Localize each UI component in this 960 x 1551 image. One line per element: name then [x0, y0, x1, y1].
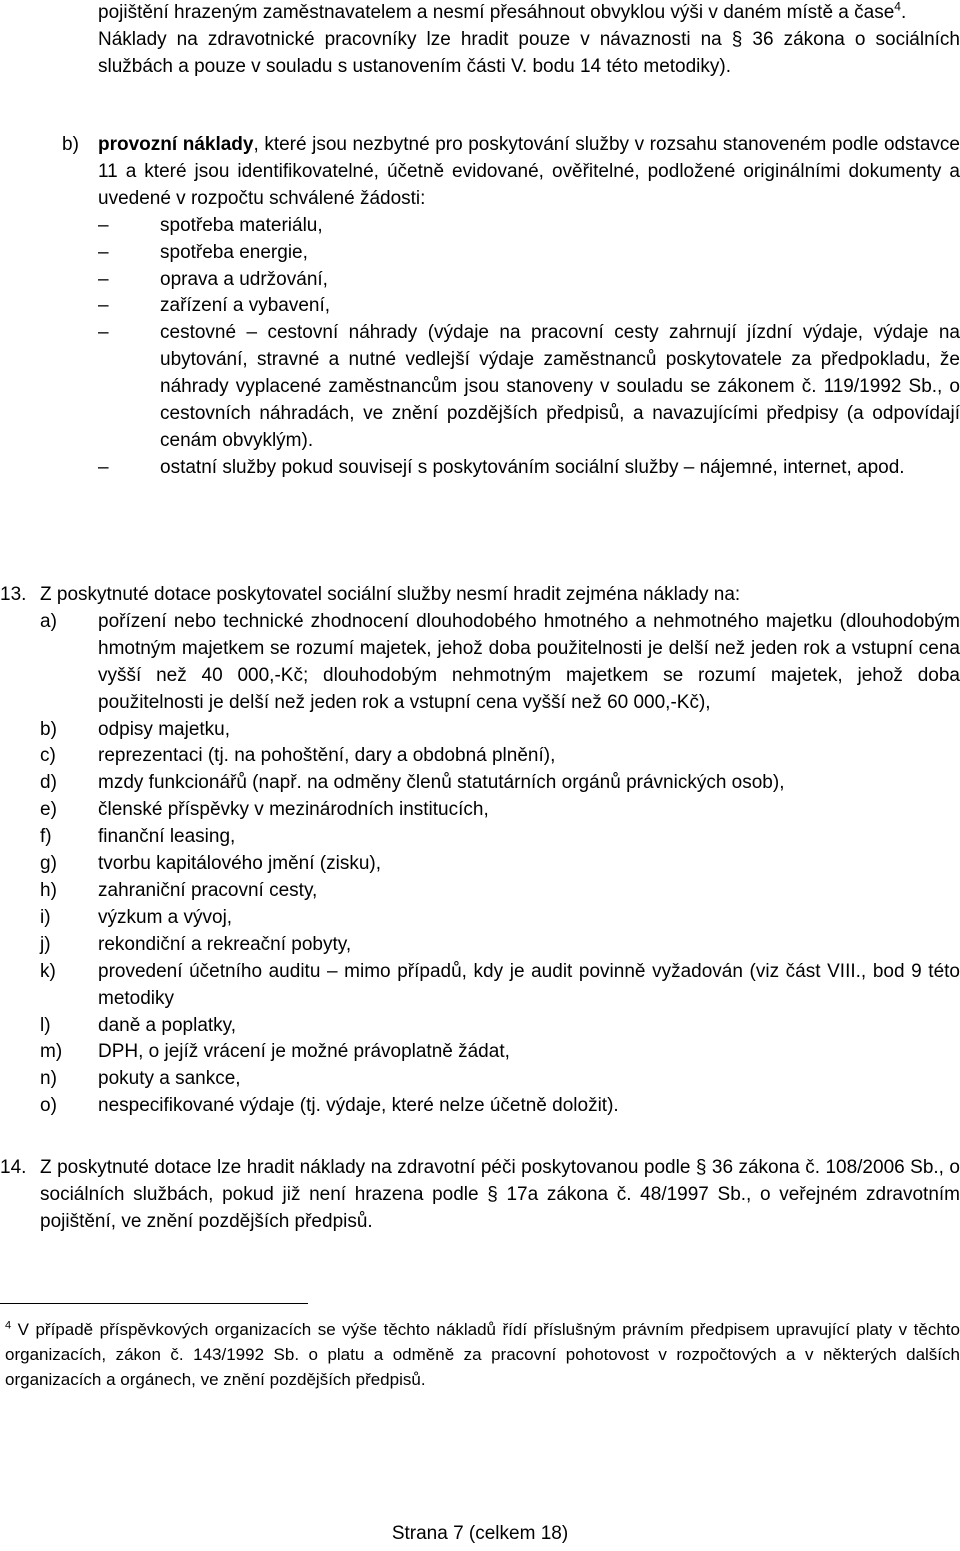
dash-bullet: – [98, 295, 109, 317]
section-13-number: 13. [0, 584, 27, 605]
section-14-healthcare [0, 1155, 960, 1236]
list-item: j) rekondiční a rekreační pobyty, [40, 932, 960, 959]
section-14-number: 14. [0, 1157, 27, 1178]
list-item: – spotřeba materiálu, [98, 213, 960, 240]
item-label: e) [40, 799, 57, 821]
top-line-2: Náklady na zdravotnické pracovníky lze hradit pouze v návaznosti na § 36 zákona o sociálních službách a pouze v souladu s ustanovením části V. bodu 14 této metodiky). [98, 28, 960, 77]
item-label: o) [40, 1095, 57, 1117]
list-item: l) daně a poplatky, [40, 1013, 960, 1040]
list-item: d) mzdy funkcionářů (např. na odměny členů statutárních orgánů právnických osob), [40, 770, 960, 797]
item-label: a) [40, 610, 57, 632]
section-14-text: Z poskytnuté dotace lze hradit náklady na zdravotní péči poskytovanou podle § 36 zákona č. 108/2006 Sb., o sociálních službách, pokud již není hrazena podle § 17a zákona č. 48/1997 Sb., o veřejném zdravotním pojištění, ve znění pozdějších předpisů. [40, 1157, 960, 1232]
section-b-heading [62, 132, 960, 213]
item-label: i) [40, 906, 51, 928]
section-b-text: provozní náklady, které jsou nezbytné pro poskytování služby v rozsahu stanoveném podle odstavce 11 a které jsou identifikovatelné, účetně evidované, ověřitelné, podložené originálními dokumenty a uvedené v rozpočtu schválené žádosti: [98, 134, 960, 209]
list-item: – oprava a udržování, [98, 267, 960, 294]
top-line-1: pojištění hrazeným zaměstnavatelem a nesmí přesáhnout obvyklou výši v daném místě a čase$^4$. [98, 0, 907, 23]
section-b-bold: provozní náklady [98, 134, 254, 155]
list-item: g) tvorbu kapitálového jmění (zisku), [40, 851, 960, 878]
list-item: – cestovné – cestovní náhrady (výdaje na pracovní cesty zahrnují jízdní výdaje, výdaje na ubytování, stravné a nutné vedlejší výdaje zaměstnanců poskytovatele za předpokladu, že náhrady vyplacené zaměstnancům jsou stanoveny v souladu se zákonem č. 119/1992 Sb., o cestovních náhradách, ve znění pozdějších předpisů, a navazujícími předpisy (a odpovídají cenám obvyklým). [98, 320, 960, 455]
footnote-ref-4[interactable]: 4 [894, 0, 901, 14]
dash-bullet: – [98, 241, 109, 263]
section-13-list [40, 609, 960, 1120]
item-label: c) [40, 745, 56, 767]
list-item: c) reprezentaci (tj. na pohoštění, dary a obdobná plnění), [40, 743, 960, 770]
section-b-label: b) [62, 134, 79, 155]
list-item: n) pokuty a sankce, [40, 1066, 960, 1093]
footnote-separator [0, 1303, 308, 1304]
section-b-dash-list [0, 213, 960, 482]
section-13-heading [0, 582, 960, 609]
list-item: – ostatní služby pokud souvisejí s poskytováním sociální služby – nájemné, internet, apod. [98, 455, 960, 482]
item-label: d) [40, 772, 57, 794]
list-item: a) pořízení nebo technické zhodnocení dlouhodobého hmotného a nehmotného majetku (dlouhodobým hmotným majetkem se rozumí majetek, jehož doba použitelnosti je delší než jeden rok a vstupní cena vyšší než 40 000,-Kč; dlouhodobým nehmotným majetkem se rozumí majetek, jehož doba použitelnosti je delší než jeden rok a vstupní cena vyšší než 60 000,-Kč), [40, 609, 960, 717]
list-item: h) zahraniční pracovní cesty, [40, 878, 960, 905]
dash-bullet: – [98, 456, 109, 478]
dash-bullet: – [98, 322, 109, 344]
item-label: k) [40, 960, 56, 982]
item-label: b) [40, 718, 57, 740]
item-label: g) [40, 853, 57, 875]
page-number-footer: Strana 7 (celkem 18) [391, 1523, 569, 1544]
list-item: e) členské příspěvky v mezinárodních institucích, [40, 797, 960, 824]
list-item: m) DPH, o jejíž vrácení je možné právoplatně žádat, [40, 1039, 960, 1066]
footnote-mark: 4 [5, 1319, 12, 1332]
top-continuation [98, 0, 960, 81]
list-item: o) nespecifikované výdaje (tj. výdaje, které nelze účetně doložit). [40, 1093, 960, 1120]
list-item: f) finanční leasing, [40, 824, 960, 851]
item-label: h) [40, 879, 57, 901]
list-item: – zařízení a vybavení, [98, 293, 960, 320]
section-b-operating-costs [62, 132, 960, 482]
item-label: j) [40, 933, 51, 955]
dash-bullet: – [98, 214, 109, 236]
footnote-4 [5, 1318, 960, 1392]
list-item: i) výzkum a vývoj, [40, 905, 960, 932]
item-label: l) [40, 1014, 51, 1036]
item-label: f) [40, 826, 52, 848]
item-label: n) [40, 1068, 57, 1090]
footnote-text: V případě příspěvkových organizacích se výše těchto nákladů řídí příslušným právním předpisem upravující platy v těchto organizacích, zákon č. 143/1992 Sb. o platu a odměně za pracovní pohotovost v rozpočtových a v některých dalších organizacích a orgánech, ve znění pozdějších předpisů. [5, 1320, 960, 1389]
section-13-intro: Z poskytnuté dotace poskytovatel sociální služby nesmí hradit zejména náklady na: [40, 584, 741, 605]
list-item: k) provedení účetního auditu – mimo případů, kdy je audit povinně vyžadován (viz část VIII., bod 9 této metodiky [40, 959, 960, 1013]
list-item: – spotřeba energie, [98, 240, 960, 267]
section-13-excluded-costs [0, 582, 960, 1120]
list-item: b) odpisy majetku, [40, 717, 960, 744]
item-label: m) [40, 1041, 63, 1063]
dash-bullet: – [98, 268, 109, 290]
